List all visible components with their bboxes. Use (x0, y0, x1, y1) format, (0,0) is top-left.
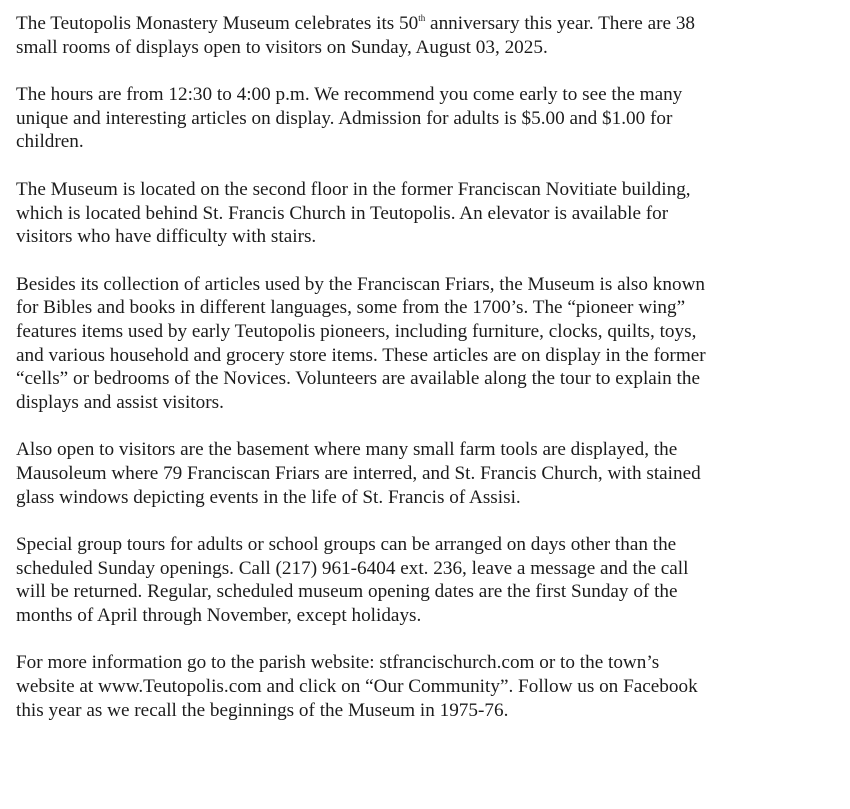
text-line: and various household and grocery store items. These articles are on display in the former (16, 344, 706, 366)
text-line: The hours are from 12:30 to 4:00 p.m. We recommend you come early to see the many (16, 84, 683, 106)
paragraph-more-information (16, 651, 844, 722)
text-line (16, 12, 844, 36)
text-line: children. (16, 131, 84, 153)
ordinal-superscript: th (418, 13, 426, 23)
text-line: this year as we recall the beginnings of the Museum in 1975-76. (16, 699, 509, 721)
text-line: scheduled Sunday openings. Call (217) 961-6404 ext. 236, leave a message and the call (16, 557, 689, 579)
text-line: Special group tours for adults or school groups can be arranged on days other than the (16, 534, 677, 556)
paragraph-hours (16, 83, 844, 154)
text-line: visitors who have difficulty with stairs. (16, 226, 317, 248)
text-segment: anniversary this year. There are 38 (425, 13, 696, 34)
text-line: small rooms of displays open to visitors on Sunday, August 03, 2025. (16, 36, 548, 58)
text-line: will be returned. Regular, scheduled museum opening dates are the first Sunday of the (16, 581, 678, 603)
text-line: for Bibles and books in different languages, some from the 1700’s. The “pioneer wing” (16, 297, 686, 319)
text-line: features items used by early Teutopolis pioneers, including furniture, clocks, quilts, toys, (16, 320, 697, 342)
text-line: Also open to visitors are the basement where many small farm tools are displayed, the (16, 439, 678, 461)
text-line: The Museum is located on the second floor in the former Franciscan Novitiate building, (16, 178, 691, 200)
text-line: “cells” or bedrooms of the Novices. Volunteers are available along the tour to explain the (16, 368, 700, 390)
text-line: glass windows depicting events in the life of St. Francis of Assisi. (16, 486, 521, 508)
text-segment: The Teutopolis Monastery Museum celebrates its 50 (16, 13, 419, 34)
text-line: which is located behind St. Francis Church in Teutopolis. An elevator is available for (16, 202, 669, 224)
paragraph-group-tours (16, 533, 844, 627)
paragraph-location (16, 178, 844, 249)
paragraph-anniversary (16, 12, 844, 59)
paragraph-collection (16, 273, 844, 415)
paragraph-other-sites (16, 438, 844, 509)
text-line: unique and interesting articles on display. Admission for adults is $5.00 and $1.00 for (16, 107, 673, 129)
text-line: months of April through November, except holidays. (16, 604, 422, 626)
text-line: Besides its collection of articles used by the Franciscan Friars, the Museum is also known (16, 273, 706, 295)
text-line: website at www.Teutopolis.com and click on “Our Community”. Follow us on Facebook (16, 676, 698, 698)
text-line: Mausoleum where 79 Franciscan Friars are interred, and St. Francis Church, with stained (16, 462, 701, 484)
museum-announcement-document (16, 12, 844, 722)
text-line: For more information go to the parish website: stfrancischurch.com or to the town’s (16, 652, 660, 674)
text-line: displays and assist visitors. (16, 391, 224, 413)
